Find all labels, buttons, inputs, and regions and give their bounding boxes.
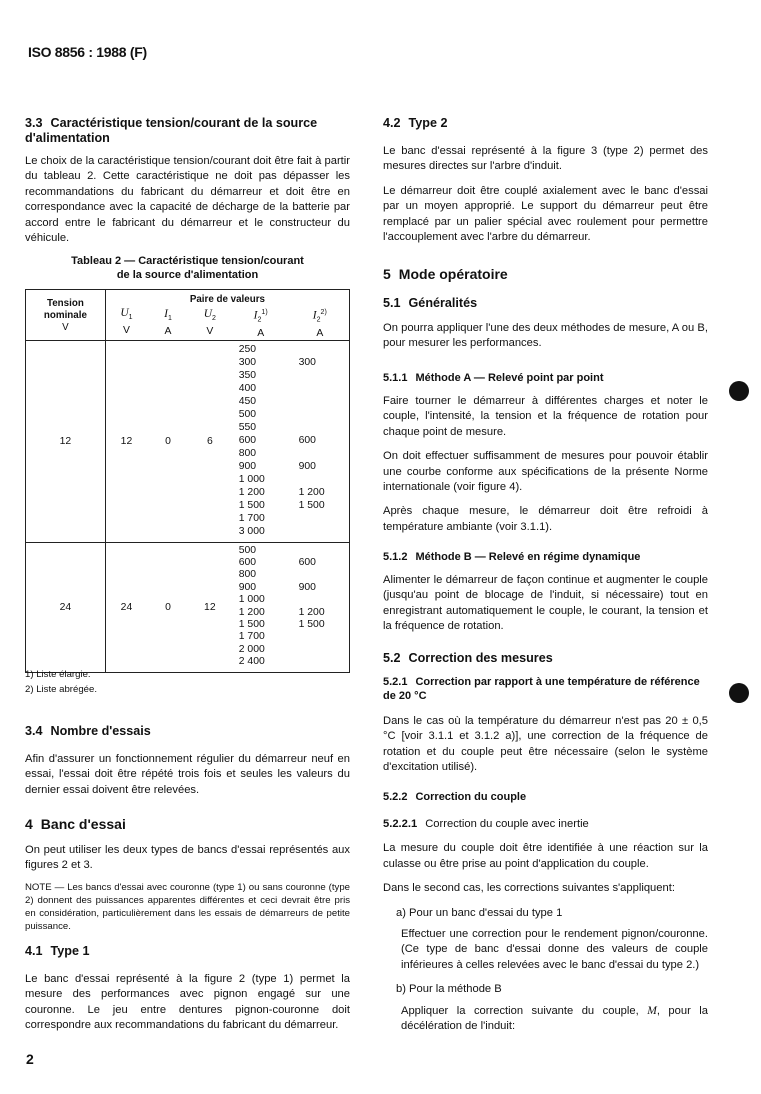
cell-u2: 6 bbox=[189, 340, 231, 542]
document-header: ISO 8856 : 1988 (F) bbox=[28, 44, 147, 60]
paragraph: On peut utiliser les deux types de bancs d'essai représentés aux figures 2 et 3. bbox=[25, 844, 350, 872]
paragraph: Le choix de la caractéristique tension/courant doit être fait à partir du tableau 2. Cette caractéristique ne doit pas dépasser les recommandations du fabricant du démarreur et doit être en correspondance avec la capacité de décharge de la batterie par accord entre le fabricant du démarreur et le constructeur du véhicule. bbox=[25, 155, 350, 245]
list-item: a) Pour un banc d'essai du type 1 bbox=[396, 906, 563, 919]
note: NOTE — Les bancs d'essai avec couronne (type 1) ou sans couronne (type 2) donnent des puissances apparentes différentes et ceci devrait être pris en considération, particulièrement dans les essais de démarreurs de petite puissance. bbox=[25, 881, 350, 932]
section-4-2 bbox=[383, 116, 708, 245]
paragraph: Après chaque mesure, le démarreur doit être refroidi à température ambiante (voir 3.1.1). bbox=[383, 505, 708, 533]
paragraph: Dans le cas où la température du démarreur n'est pas 20 ± 0,5 °C [voir 3.1.1 et 3.1.2 a)], une correction de la fréquence de rotation et du couple peut être nécessaire (selon le système d'excitation utilisé). bbox=[383, 715, 708, 774]
section-heading: 3.4 Nombre d'essais bbox=[25, 724, 151, 738]
table-row bbox=[26, 542, 350, 672]
page-number: 2 bbox=[26, 1051, 34, 1067]
section-heading: 5.1.2 Méthode B — Relevé en régime dynamique bbox=[383, 551, 641, 563]
table-2 bbox=[25, 289, 350, 673]
section-4-1 bbox=[25, 944, 350, 1034]
header-u1: $U_1$ V bbox=[105, 306, 147, 340]
section-4 bbox=[25, 816, 350, 933]
paragraph: Le banc d'essai représenté à la figure 3 (type 2) permet des mesures directes sur l'arbre d'induit. bbox=[383, 145, 708, 173]
paragraph: Le banc d'essai représenté à la figure 2 (type 1) permet la mesure des performances avec pignon engagé sur une couronne. Le jeu entre dentures pignon-couronne doit correspondre aux recommandations du fabricant du démarreur. bbox=[25, 973, 350, 1032]
cell-tension: 12 bbox=[26, 340, 106, 542]
section-heading: 5.1 Généralités bbox=[383, 296, 478, 310]
paragraph: Dans le second cas, les corrections suivantes s'appliquent: bbox=[383, 882, 675, 895]
section-5-2-1 bbox=[383, 675, 708, 776]
section-5-2 bbox=[383, 651, 708, 666]
header-i2-short: $I_2^{2)}$ A bbox=[291, 306, 350, 340]
table-caption: Tableau 2 — Caractéristique tension/courant de la source d'alimentation bbox=[71, 255, 304, 281]
subsection-heading: 5.2.2.1 Correction du couple avec inertie bbox=[383, 818, 589, 830]
section-heading: 5.2.2 Correction du couple bbox=[383, 791, 527, 803]
section-5 bbox=[383, 266, 708, 282]
section-heading: 4.1 Type 1 bbox=[25, 944, 90, 958]
section-5-1 bbox=[383, 296, 708, 352]
cell-u1: 24 bbox=[105, 542, 147, 672]
section-heading: 4.2 Type 2 bbox=[383, 116, 448, 130]
list-item: b) Pour la méthode B bbox=[396, 983, 502, 996]
cell-i2-short: 300 600 900 1 200 1 500 bbox=[291, 340, 350, 542]
footnote: 2) Liste abrégée. bbox=[25, 683, 97, 695]
list-item-text: Effectuer une correction pour le rendement pignon/couronne. (Ce type de banc d'essai donne des valeurs de couple inférieures à celles relevées avec le banc d'essai du type 2.) bbox=[401, 928, 708, 971]
header-tension: Tension nominale V bbox=[26, 290, 106, 341]
section-5-2-2-1 bbox=[383, 817, 708, 1034]
cell-u2: 12 bbox=[189, 542, 231, 672]
section-heading: 5.2 Correction des mesures bbox=[383, 651, 553, 665]
section-heading: 3.3 Caractéristique tension/courant de la source d'alimentation bbox=[25, 116, 318, 145]
cell-i2-full: 250 300 350 400 450 500 550 600 800 900 1 000 1 200 1 500 1 700 3 000 bbox=[231, 340, 291, 542]
footnote: 1) Liste élargie. bbox=[25, 669, 91, 680]
section-5-1-2 bbox=[383, 550, 708, 635]
cell-i2-short: 600 900 1 200 1 500 bbox=[291, 542, 350, 672]
margin-change-bullet bbox=[729, 381, 749, 401]
section-5-1-1 bbox=[383, 371, 708, 535]
cell-tension: 24 bbox=[26, 542, 106, 672]
section-3-4 bbox=[25, 724, 350, 798]
section-heading: 5 Mode opératoire bbox=[383, 266, 508, 282]
header-i2-full: $I_2^{1)}$ A bbox=[231, 306, 291, 340]
paragraph: On pourra appliquer l'une des deux méthodes de mesure, A ou B, pour mesurer les performances. bbox=[383, 322, 708, 350]
section-heading: 5.1.1 Méthode A — Relevé point par point bbox=[383, 372, 604, 384]
section-3-3 bbox=[25, 116, 350, 246]
section-heading: 4 Banc d'essai bbox=[25, 816, 126, 832]
paragraph: La mesure du couple doit être identifiée à une réaction sur la culasse ou être prise au point d'application du couple. bbox=[383, 842, 708, 870]
list-item-text: Appliquer la correction suivante du couple, M, pour la décélération de l'induit: bbox=[401, 1004, 708, 1033]
section-heading: 5.2.1 Correction par rapport à une température de référence de 20 °C bbox=[383, 676, 700, 702]
cell-i1: 0 bbox=[147, 340, 189, 542]
header-u2: $U_2$ V bbox=[189, 306, 231, 340]
paragraph: On doit effectuer suffisamment de mesures pour pouvoir établir une courbe conforme aux spécifications de la présente Norme internationale (voir figure 4). bbox=[383, 450, 708, 494]
paragraph: Le démarreur doit être couplé axialement avec le banc d'essai par un moyen approprié. Le support du démarreur peut être remplacé par un palier spécial avec roulement pour permettre l'accouplement avec l'arbre du démarreur. bbox=[383, 184, 708, 244]
paragraph: Alimenter le démarreur de façon continue et augmenter le couple (jusqu'au point de blocage de l'induit, si nécessaire) tout en enregistrant automatiquement le couple, le courant, la tension et la fréquence de rotation. bbox=[383, 574, 708, 633]
margin-change-bullet bbox=[729, 683, 749, 703]
table-row bbox=[26, 340, 350, 542]
table-footnotes bbox=[25, 668, 97, 697]
section-5-2-2 bbox=[383, 790, 708, 804]
paragraph: Afin d'assurer un fonctionnement régulier du démarreur neuf en essai, l'essai doit être répété trois fois et seules les valeurs du dernier essai doivent être relevées. bbox=[25, 753, 350, 796]
header-paire: Paire de valeurs bbox=[105, 290, 349, 307]
cell-u1: 12 bbox=[105, 340, 147, 542]
header-i1: $I_1$ A bbox=[147, 306, 189, 340]
paragraph: Faire tourner le démarreur à différentes charges et noter le couple, l'intensité, la tension et la fréquence de rotation pour chaque point de mesure. bbox=[383, 395, 708, 438]
cell-i2-full: 500 600 800 900 1 000 1 200 1 500 1 700 2 000 2 400 bbox=[231, 542, 291, 672]
cell-i1: 0 bbox=[147, 542, 189, 672]
